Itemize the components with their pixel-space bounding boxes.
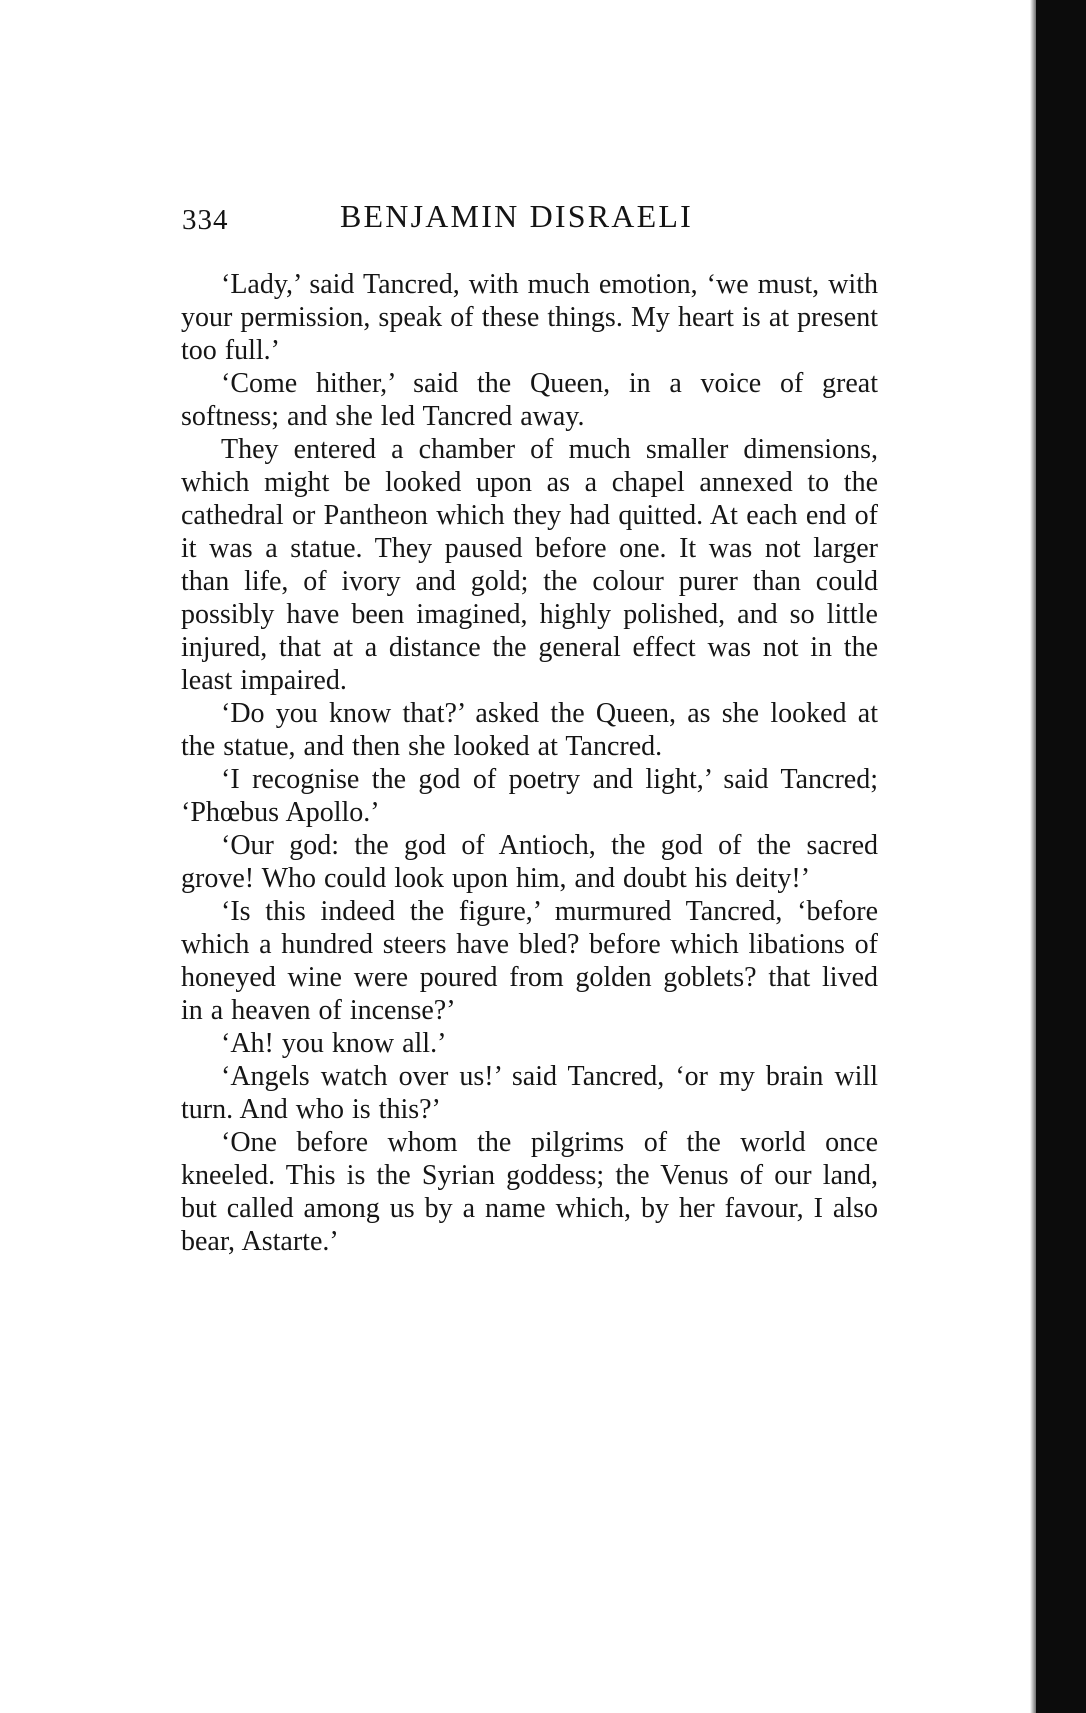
running-title: BENJAMIN DISRAELI: [340, 198, 693, 234]
paragraph: ‘Ah! you know all.’: [221, 1028, 447, 1059]
scan-edge-border: [1036, 0, 1086, 1713]
paragraph: ‘One before whom the pilgrims of the world once kneeled. This is the Syrian goddess; the Venus of our land, but called among us by a name which, by her favour, I also bear, Astarte.’: [181, 1127, 878, 1257]
page-header: [182, 198, 882, 248]
paragraph: ‘Come hither,’ said the Queen, in a voice of great softness; and she led Tancred away.: [181, 368, 878, 432]
paragraph: ‘Do you know that?’ asked the Queen, as she looked at the statue, and then she looked at Tancred.: [181, 698, 878, 762]
page-number: 334: [182, 204, 229, 236]
body-text: [181, 268, 878, 1258]
paragraph: They entered a chamber of much smaller dimensions, which might be looked upon as a chapel annexed to the cathedral or Pantheon which they had quitted. At each end of it was a statue. They paused before one. It was not larger than life, of ivory and gold; the colour purer than could possibly have been imagined, highly polished, and so little injured, that at a distance the general effect was not in the least impaired.: [181, 434, 878, 696]
paragraph: ‘Our god: the god of Antioch, the god of the sacred grove! Who could look upon him, and doubt his deity!’: [181, 830, 878, 894]
paragraph: ‘I recognise the god of poetry and light,’ said Tancred; ‘Phœbus Apollo.’: [181, 764, 878, 828]
paragraph: ‘Angels watch over us!’ said Tancred, ‘or my brain will turn. And who is this?’: [181, 1061, 878, 1125]
paragraph: ‘Lady,’ said Tancred, with much emotion, ‘we must, with your permission, speak of these things. My heart is at present too full.’: [181, 269, 878, 366]
paragraph: ‘Is this indeed the figure,’ murmured Tancred, ‘before which a hundred steers have bled? before which libations of honeyed wine were poured from golden goblets? that lived in a heaven of incense?’: [181, 896, 878, 1026]
